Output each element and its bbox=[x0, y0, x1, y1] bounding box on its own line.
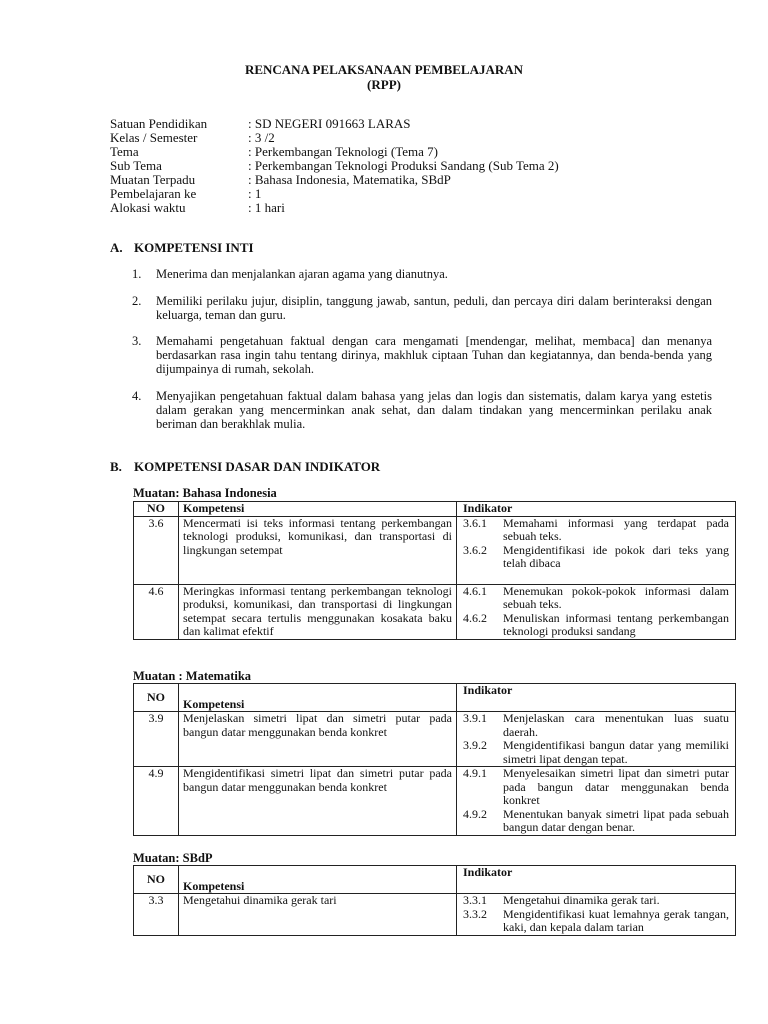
muatan-label-matematika: Muatan : Matematika bbox=[133, 669, 252, 683]
meta-value: : Perkembangan Teknologi Produksi Sandang (Sub Tema 2) bbox=[248, 158, 559, 173]
list-number: 4. bbox=[132, 388, 142, 403]
indikator-item bbox=[463, 894, 729, 908]
meta-row bbox=[110, 187, 559, 201]
document-title: RENCANA PELAKSANAAN PEMBELAJARAN bbox=[244, 62, 524, 77]
table-row bbox=[134, 516, 736, 584]
identity-block bbox=[110, 117, 559, 215]
indikator-text: Menentukan banyak simetri lipat pada sebuah bangun datar dengan benar. bbox=[503, 806, 729, 834]
list-number: 1. bbox=[132, 267, 142, 281]
cell-kompetensi: Mencermati isi teks informasi tentang perkembangan teknologi produksi, komunikasi, dan transportasi di lingkungan setempat bbox=[179, 516, 457, 584]
indikator-number: 3.6.2 bbox=[463, 542, 487, 557]
meta-row bbox=[110, 145, 559, 159]
indikator-item bbox=[463, 544, 729, 571]
section-letter: B. bbox=[110, 459, 122, 474]
cell-kompetensi: Meringkas informasi tentang perkembangan teknologi produksi, komunikasi, dan transportasi di lingkungan setempat secara tertulis menggunakan kosakata baku dan kalimat efektif bbox=[179, 584, 457, 639]
cell-kompetensi: Mengetahui dinamika gerak tari bbox=[179, 894, 457, 936]
meta-row bbox=[110, 201, 559, 215]
indikator-item bbox=[463, 767, 729, 808]
cell-indikator bbox=[457, 767, 736, 836]
cell-kompetensi: Mengidentifikasi simetri lipat dan simetri putar pada bangun datar menggunakan benda konkret bbox=[179, 767, 457, 836]
meta-row bbox=[110, 117, 559, 131]
indikator-item bbox=[463, 808, 729, 835]
list-number: 2. bbox=[132, 293, 142, 308]
table-header-row bbox=[134, 866, 736, 894]
table-header-row bbox=[134, 684, 736, 712]
header-kompetensi: Kompetensi bbox=[179, 684, 457, 712]
indikator-text: Mengetahui dinamika gerak tari. bbox=[503, 893, 660, 907]
muatan-label-sbdp: Muatan: SBdP bbox=[133, 851, 213, 865]
section-letter: A. bbox=[110, 240, 123, 255]
table-header-row bbox=[134, 502, 736, 517]
indikator-number: 4.6.2 bbox=[463, 610, 487, 625]
table-row bbox=[134, 584, 736, 639]
indikator-number: 4.9.2 bbox=[463, 806, 487, 821]
cell-kompetensi: Menjelaskan simetri lipat dan simetri putar pada bangun datar menggunakan benda konkret bbox=[179, 712, 457, 767]
meta-row bbox=[110, 131, 559, 145]
table-row bbox=[134, 712, 736, 767]
meta-label: Muatan Terpadu bbox=[110, 172, 196, 187]
meta-label: Pembelajaran ke bbox=[110, 186, 197, 201]
indikator-item bbox=[463, 712, 729, 739]
meta-label: Kelas / Semester bbox=[110, 130, 198, 145]
indikator-text: Mengidentifikasi bangun datar yang memiliki simetri lipat dengan tepat. bbox=[503, 738, 729, 766]
indikator-item bbox=[463, 908, 729, 935]
section-title: KOMPETENSI DASAR DAN INDIKATOR bbox=[134, 459, 381, 474]
list-item bbox=[132, 267, 712, 281]
indikator-number: 4.6.1 bbox=[463, 583, 487, 598]
cell-indikator bbox=[457, 584, 736, 639]
list-item bbox=[132, 334, 712, 376]
list-text: Menerima dan menjalankan ajaran agama yang dianutnya. bbox=[156, 267, 448, 281]
indikator-item bbox=[463, 612, 729, 639]
list-text: Menyajikan pengetahuan faktual dalam bahasa yang jelas dan logis dan sistematis, dalam karya yang estetis dalam gerakan yang mencerminkan anak sehat, dan dalam tindakan yang mencerminkan perilaku anak beriman dan berakhlak mulia. bbox=[156, 388, 712, 431]
cell-no: 4.9 bbox=[134, 767, 179, 836]
header-no: NO bbox=[134, 502, 179, 517]
table-bahasa-indonesia bbox=[133, 501, 736, 640]
meta-value: : 1 bbox=[248, 186, 262, 201]
meta-label: Sub Tema bbox=[110, 158, 162, 173]
indikator-number: 3.9.2 bbox=[463, 738, 487, 752]
section-b-heading bbox=[110, 459, 380, 475]
table-row bbox=[134, 767, 736, 836]
document-subtitle: (RPP) bbox=[367, 77, 401, 92]
meta-label: Alokasi waktu bbox=[110, 200, 186, 215]
cell-no: 3.9 bbox=[134, 712, 179, 767]
indikator-item bbox=[463, 739, 729, 766]
indikator-text: Menjelaskan cara menentukan luas suatu daerah. bbox=[503, 711, 729, 739]
meta-value: : Bahasa Indonesia, Matematika, SBdP bbox=[248, 172, 451, 187]
cell-no: 3.3 bbox=[134, 894, 179, 936]
header-no: NO bbox=[134, 866, 179, 894]
meta-row bbox=[110, 159, 559, 173]
meta-value: : SD NEGERI 091663 LARAS bbox=[248, 116, 411, 131]
indikator-text: Menemukan pokok-pokok informasi dalam sebuah teks. bbox=[503, 583, 729, 611]
indikator-number: 4.9.1 bbox=[463, 766, 487, 780]
indikator-text: Mengidentifikasi kuat lemahnya gerak tangan, kaki, dan kepala dalam tarian bbox=[503, 906, 729, 934]
indikator-text: Menyelesaikan simetri lipat dan simetri putar pada bangun datar menggunakan benda konkret bbox=[503, 766, 729, 807]
indikator-item bbox=[463, 517, 729, 544]
table-row bbox=[134, 894, 736, 936]
meta-value: : 1 hari bbox=[248, 200, 285, 215]
muatan-label-bahasa-indonesia: Muatan: Bahasa Indonesia bbox=[133, 486, 277, 500]
cell-indikator bbox=[457, 894, 736, 936]
list-number: 3. bbox=[132, 334, 142, 348]
indikator-item bbox=[463, 585, 729, 612]
indikator-number: 3.3.1 bbox=[463, 893, 487, 907]
header-indikator: Indikator bbox=[457, 684, 736, 712]
indikator-number: 3.9.1 bbox=[463, 711, 487, 725]
meta-value: : Perkembangan Teknologi (Tema 7) bbox=[248, 144, 438, 159]
table-sbdp bbox=[133, 865, 736, 936]
meta-value: : 3 /2 bbox=[248, 130, 275, 145]
header-indikator: Indikator bbox=[457, 502, 736, 517]
indikator-number: 3.6.1 bbox=[463, 515, 487, 530]
header-kompetensi: Kompetensi bbox=[179, 502, 457, 517]
header-no: NO bbox=[134, 684, 179, 712]
header-indikator: Indikator bbox=[457, 866, 736, 894]
cell-no: 4.6 bbox=[134, 584, 179, 639]
section-title: KOMPETENSI INTI bbox=[134, 240, 254, 255]
indikator-text: Memahami informasi yang terdapat pada sebuah teks. bbox=[503, 515, 729, 543]
cell-indikator bbox=[457, 712, 736, 767]
list-item bbox=[132, 294, 712, 322]
section-a-heading bbox=[110, 240, 254, 256]
cell-indikator bbox=[457, 516, 736, 584]
table-matematika bbox=[133, 683, 736, 836]
meta-label: Tema bbox=[110, 144, 139, 159]
cell-no: 3.6 bbox=[134, 516, 179, 584]
meta-row bbox=[110, 173, 559, 187]
indikator-text: Mengidentifikasi ide pokok dari teks yang telah dibaca bbox=[503, 542, 729, 570]
indikator-text: Menuliskan informasi tentang perkembangan teknologi produksi sandang bbox=[503, 610, 729, 638]
indikator-number: 3.3.2 bbox=[463, 906, 487, 921]
header-kompetensi: Kompetensi bbox=[179, 866, 457, 894]
meta-label: Satuan Pendidikan bbox=[110, 116, 208, 131]
list-text: Memahami pengetahuan faktual dengan cara mengamati [mendengar, melihat, membaca] dan menanya berdasarkan rasa ingin tahu tentang dirinya, makhluk ciptaan Tuhan dan kegiatannya, dan benda-benda yang dijumpainya di rumah, sekolah. bbox=[156, 334, 712, 376]
list-item bbox=[132, 389, 712, 431]
list-text: Memiliki perilaku jujur, disiplin, tanggung jawab, santun, peduli, dan percaya diri dalam berinteraksi dengan keluarga, teman dan guru. bbox=[156, 293, 712, 322]
kompetensi-inti-list bbox=[132, 267, 712, 443]
